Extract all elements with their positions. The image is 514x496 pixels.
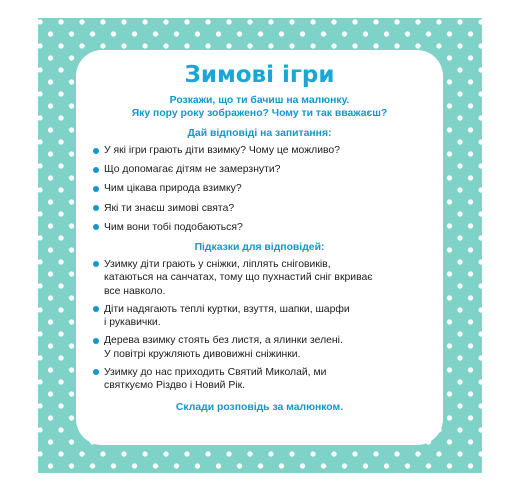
bullet-icon bbox=[93, 148, 99, 154]
bullet-icon bbox=[93, 224, 99, 230]
hint-line: все навколо. bbox=[104, 285, 166, 297]
hint-line: Діти надягають теплі куртки, взуття, шапки, шарфи bbox=[104, 303, 350, 315]
closing-instruction: Склади розповідь за малюнком. bbox=[175, 401, 344, 413]
hint-line: і рукавички. bbox=[104, 317, 161, 329]
intro-text bbox=[92, 94, 435, 120]
hint-line: Дерева взимку стоять без листя, а ялинки зелені. bbox=[104, 335, 343, 347]
hint-item bbox=[92, 334, 435, 361]
question-item bbox=[92, 182, 435, 195]
bullet-icon bbox=[93, 306, 99, 312]
question-item bbox=[92, 202, 435, 215]
task-card bbox=[76, 50, 443, 445]
bullet-icon bbox=[93, 167, 99, 173]
questions-heading: Дай відповіді на запитання: bbox=[187, 128, 332, 139]
question-text: Що допомагає дітям не замерзнути? bbox=[104, 164, 281, 176]
hint-item bbox=[92, 303, 435, 330]
question-item bbox=[92, 221, 435, 234]
question-item bbox=[92, 144, 435, 157]
hint-line: У повітрі кружляють дивовижні сніжинки. bbox=[104, 348, 301, 360]
intro-line: Розкажи, що ти бачиш на малюнку. bbox=[169, 95, 350, 106]
hints-list bbox=[92, 258, 435, 393]
hint-line: катаються на санчатах, тому що пухнастий сніг вкриває bbox=[104, 272, 373, 284]
bullet-icon bbox=[93, 338, 99, 344]
hint-item bbox=[92, 366, 435, 393]
intro-line: Яку пору року зображено? Чому ти так вважаєш? bbox=[131, 108, 388, 119]
question-text: Чим цікава природа взимку? bbox=[104, 183, 242, 195]
question-text: Чим вони тобі подобаються? bbox=[104, 221, 243, 233]
hint-line: Узимку діти грають у сніжки, ліплять сніговиків, bbox=[104, 258, 331, 270]
question-text: У які ігри грають діти взимку? Чому це можливо? bbox=[104, 145, 340, 156]
bullet-icon bbox=[93, 369, 99, 375]
question-text: Які ти знаєш зимові свята? bbox=[104, 202, 235, 214]
card-title: Зимові ігри bbox=[184, 62, 335, 88]
hint-line: святкуємо Різдво і Новий Рік. bbox=[104, 380, 246, 392]
hint-line: Узимку до нас приходить Святий Миколай, ми bbox=[104, 366, 327, 378]
bullet-icon bbox=[93, 205, 99, 211]
hints-heading: Підказки для відповідей: bbox=[194, 241, 325, 253]
bullet-icon bbox=[93, 186, 99, 192]
question-item bbox=[92, 163, 435, 176]
bullet-icon bbox=[93, 261, 99, 267]
questions-list bbox=[92, 144, 435, 234]
hint-item bbox=[92, 258, 435, 299]
